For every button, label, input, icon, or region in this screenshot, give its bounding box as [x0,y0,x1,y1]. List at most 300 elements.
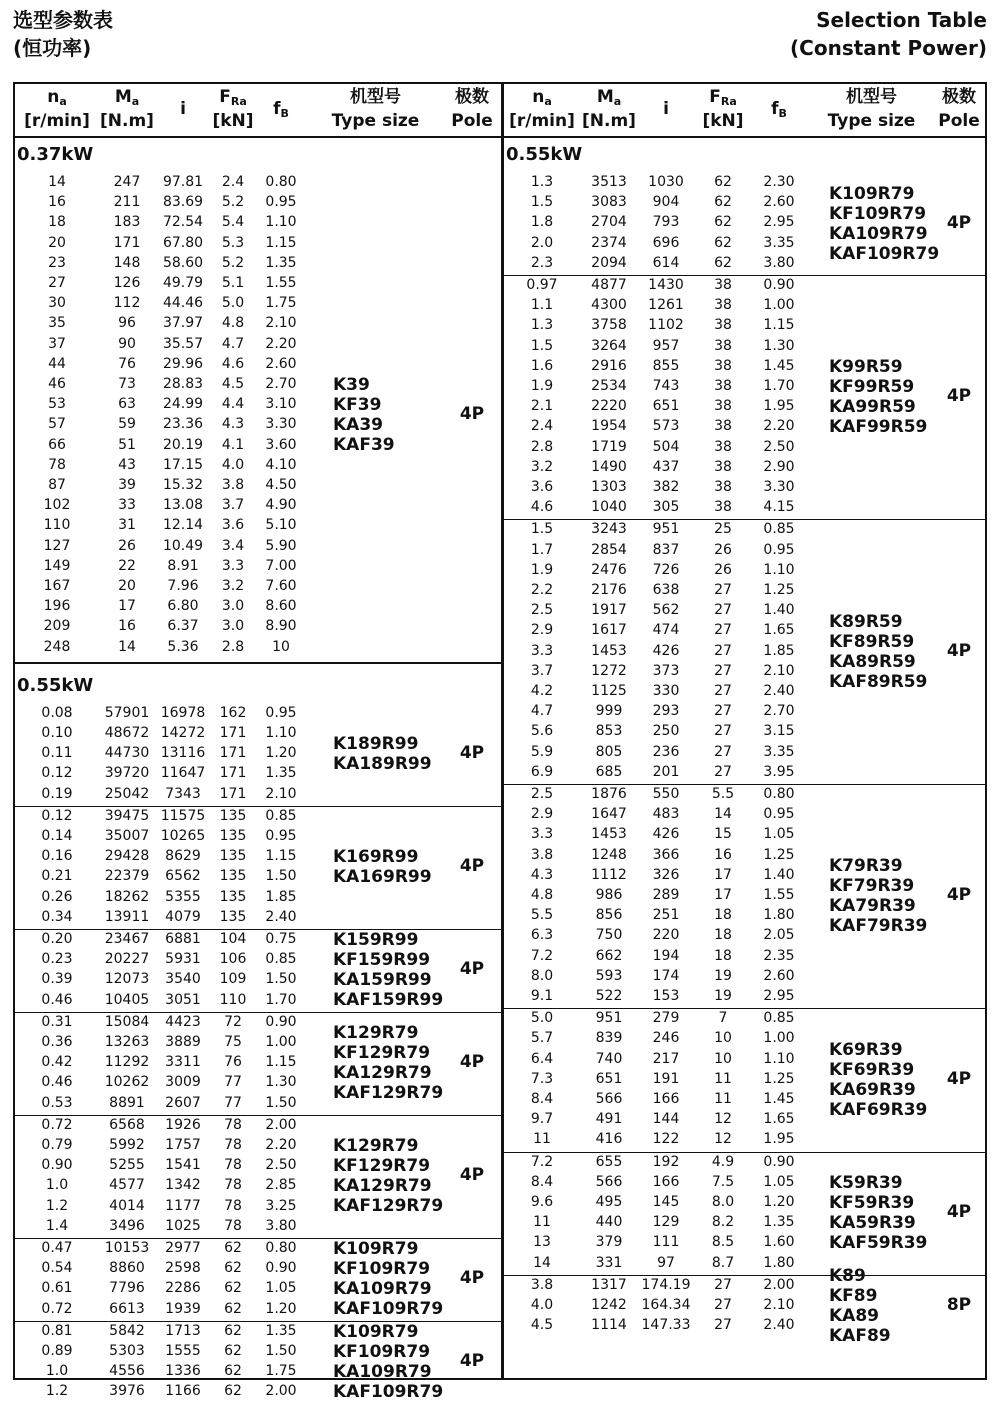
section-title: 0.37kW [17,144,94,165]
table-cell: 76 [118,355,136,372]
col-pole-cn: 极数 [942,87,976,107]
table-cell: 14272 [160,725,206,741]
table-cell: 30 [48,295,66,312]
table-cell: 7.2 [530,947,554,964]
table-cell: 6562 [165,868,201,885]
table-cell: 144 [652,1111,680,1128]
table-cell: 11 [714,1091,732,1107]
table-cell: 5.4 [221,214,245,231]
table-cell: 0.16 [41,848,73,865]
type-size: KA39 [333,415,383,436]
table-cell: 2.70 [265,376,297,392]
table-cell: 135 [219,888,247,905]
table-cell: 1541 [165,1157,201,1174]
table-cell: 2598 [165,1260,201,1277]
table-cell: 62 [714,234,732,251]
pole-value: 4P [459,856,485,877]
table-cell: 2.40 [265,908,297,925]
table-cell: 11292 [104,1054,150,1071]
col-type-header [328,84,423,136]
table-cell: 37 [48,335,66,352]
type-size: KA159R99 [333,970,432,991]
table-cell: 2.50 [763,438,795,455]
table-cell: 10 [272,638,290,655]
table-cell: 7 [718,1010,728,1027]
type-size: K169R99 [333,847,419,868]
table-cell: 27 [714,582,732,598]
table-cell: 1.9 [530,378,554,394]
table-cell: 1876 [591,786,627,802]
table-cell: 78 [48,456,66,473]
table-cell: 550 [652,786,680,802]
table-cell: 1.65 [763,622,795,639]
table-cell: 3.80 [763,254,795,271]
type-size: KA109R79 [333,1279,432,1300]
table-cell: 12 [714,1131,732,1148]
table-cell: 62 [714,194,732,211]
table-cell: 16 [48,194,66,211]
table-cell: 743 [652,378,680,394]
table-cell: 171 [219,725,247,741]
table-cell: 2094 [591,254,627,271]
table-cell: 856 [595,907,623,924]
table-cell: 18 [714,927,732,944]
table-cell: 174 [652,967,680,984]
table-cell: 1.15 [265,848,297,865]
pole-value: 4P [459,1351,485,1372]
table-cell: 3.80 [265,1217,297,1234]
table-cell: 46 [48,376,66,392]
table-cell: 426 [652,826,680,843]
table-cell: 3.3 [221,557,245,574]
table-cell: 148 [113,254,141,271]
table-cell: 63 [118,396,136,413]
col-ma-symbol-text: M [114,87,132,107]
type-size: KAF89 [829,1326,891,1347]
table-cell: 7.60 [265,578,297,594]
table-cell: 62 [714,254,732,271]
table-cell: 0.90 [41,1157,73,1174]
table-cell: 1.6 [530,357,554,374]
table-cell: 35 [48,315,66,332]
table-cell: 2.95 [763,988,795,1004]
table-cell: 38 [714,357,732,374]
table-cell: 7.96 [167,578,199,594]
col-fra-unit: [kN] [212,111,254,131]
table-cell: 73 [118,376,136,392]
table-cell: 999 [595,703,623,720]
table-cell: 2.40 [763,683,795,699]
table-cell: 38 [714,337,732,354]
type-size: K129R79 [333,1136,419,1157]
table-cell: 5.10 [265,517,297,534]
table-cell: 0.46 [41,1074,73,1091]
table-cell: 17 [118,598,136,615]
table-cell: 8.90 [265,618,297,635]
table-cell: 201 [652,763,680,780]
table-cell: 5.5 [530,907,554,924]
table-cell: 38 [714,378,732,394]
type-size: KF159R99 [333,950,431,971]
table-cell: 1317 [591,1276,627,1293]
table-cell: 27 [48,275,66,291]
table-cell: 491 [595,1111,623,1128]
table-cell: 7343 [165,785,201,802]
table-cell: 5355 [165,888,201,905]
table-cell: 11 [714,1070,732,1087]
table-cell: 6568 [109,1116,145,1133]
table-cell: 62 [714,174,732,190]
table-cell: 28.83 [162,376,204,392]
table-cell: 0.95 [763,541,795,558]
type-size: K109R79 [829,183,915,204]
table-cell: 2.60 [763,967,795,984]
table-cell: 2977 [165,1240,201,1256]
table-cell: 1.10 [265,214,297,231]
table-cell: 217 [652,1050,680,1067]
table-cell: 166 [652,1091,680,1107]
table-cell: 236 [652,743,680,760]
type-size: K99R59 [829,357,903,378]
table-cell: 27 [714,743,732,760]
type-size: KA109R79 [829,223,928,244]
table-cell: 1917 [591,602,627,619]
type-size: KA109R79 [333,1362,432,1383]
header-left [13,6,113,62]
table-cell: 1.10 [763,1050,795,1067]
table-cell: 4.7 [221,335,245,352]
table-cell: 66 [48,436,66,453]
table-cell: 3.6 [530,479,554,495]
table-cell: 2.8 [530,438,554,455]
type-size: KAF109R79 [333,1382,444,1402]
table-cell: 373 [652,662,680,679]
table-cell: 9.6 [530,1194,554,1210]
table-cell: 1.25 [763,846,795,863]
type-size: K129R79 [333,1023,419,1044]
table-cell: 0.12 [41,807,73,824]
table-cell: 1.20 [763,1194,795,1210]
table-cell: 250 [652,723,680,740]
table-cell: 1.85 [265,888,297,905]
table-cell: 110 [219,991,247,1008]
table-cell: 1.05 [763,1173,795,1190]
type-size: KA189R99 [333,754,432,775]
table-cell: 62 [224,1383,242,1400]
col-ma-unit: [N.m] [100,111,154,131]
table-cell: 726 [652,561,680,578]
table-cell: 3.4 [221,537,245,554]
table-cell: 0.89 [41,1343,73,1359]
table-cell: 147.33 [641,1317,691,1334]
table-cell: 0.47 [41,1240,73,1256]
table-cell: 1617 [591,622,627,639]
table-cell: 1430 [648,277,684,293]
table-cell: 1.15 [763,317,795,334]
table-cell: 96 [118,315,136,332]
type-size: KAF79R39 [829,916,928,937]
table-cell: 0.21 [41,868,73,885]
table-cell: 2.0 [530,234,554,251]
table-cell: 4.0 [530,1297,554,1313]
table-cell: 2607 [165,1094,201,1111]
type-size: KA169R99 [333,867,432,888]
table-cell: 1303 [591,479,627,495]
type-size: KAF89R59 [829,671,928,692]
table-cell: 191 [652,1070,680,1087]
table-cell: 3.8 [221,477,245,493]
table-cell: 1.35 [265,1322,297,1339]
pole-value: 4P [459,404,485,425]
table-cell: 11575 [160,807,206,824]
type-size: KF89 [829,1286,878,1307]
table-cell: 5.1 [221,275,245,291]
table-cell: 1939 [165,1300,201,1317]
table-cell: 0.72 [41,1300,73,1317]
table-cell: 112 [113,295,141,312]
table-cell: 1.50 [265,971,297,988]
table-cell: 97.81 [162,174,204,190]
col-na-symbol [17,86,97,113]
table-cell: 62 [224,1343,242,1359]
table-cell: 2.90 [763,458,795,475]
table-cell: 1125 [591,683,627,699]
table-cell: 2.95 [763,214,795,231]
table-cell: 10153 [104,1240,150,1256]
table-cell: 5992 [109,1137,145,1153]
table-cell: 0.95 [265,828,297,844]
table-cell: 13911 [104,908,150,925]
col-fb-header [739,84,819,136]
table-cell: 1114 [591,1317,627,1334]
table-cell: 122 [652,1131,680,1148]
type-size: KF39 [333,395,382,416]
table-cell: 23.36 [162,416,204,433]
table-cell: 1.20 [265,1300,297,1317]
table-cell: 0.80 [763,786,795,802]
table-cell: 1.70 [265,991,297,1008]
table-cell: 1.3 [530,174,554,190]
table-cell: 19 [714,967,732,984]
table-cell: 2.4 [221,174,245,190]
table-cell: 2.00 [763,1276,795,1293]
table-cell: 27 [714,683,732,699]
table-cell: 12073 [104,971,150,988]
table-cell: 3.8 [530,846,554,863]
type-size: KF129R79 [333,1043,431,1064]
col-na-subscript: a [544,95,552,108]
table-cell: 0.20 [41,931,73,947]
table-cell: 4877 [591,277,627,293]
table-cell: 1.50 [265,868,297,885]
table-cell: 57 [48,416,66,433]
table-cell: 1.00 [763,297,795,314]
table-cell: 2.8 [221,638,245,655]
table-cell: 3.25 [265,1197,297,1214]
table-cell: 16 [118,618,136,635]
table-cell: 3264 [591,337,627,354]
type-size: KAF129R79 [333,1083,444,1104]
table-cell: 4014 [109,1197,145,1214]
col-fra-unit: [kN] [702,111,744,131]
table-cell: 10265 [160,828,206,844]
table-cell: 3540 [165,971,201,988]
table-cell: 0.95 [265,704,297,721]
table-cell: 247 [113,174,141,190]
table-cell: 171 [219,765,247,782]
table-cell: 2.3 [530,254,554,271]
table-cell: 1.20 [265,745,297,762]
table-cell: 3009 [165,1074,201,1091]
table-cell: 2.05 [763,927,795,944]
table-cell: 289 [652,887,680,903]
table-cell: 8.2 [711,1214,735,1231]
table-cell: 126 [113,275,141,291]
table-cell: 27 [714,1276,732,1293]
table-cell: 39475 [104,807,150,824]
table-cell: 3.60 [265,436,297,453]
table-cell: 78 [224,1217,242,1234]
table-cell: 2.00 [265,1116,297,1133]
table-cell: 12.14 [162,517,204,534]
type-size: KAF69R39 [829,1099,928,1120]
table-cell: 2.60 [265,355,297,372]
table-cell: 62 [224,1280,242,1297]
type-size: KA89 [829,1306,879,1327]
table-cell: 83.69 [162,194,204,211]
table-cell: 437 [652,458,680,475]
table-cell: 305 [652,499,680,516]
table-cell: 1.30 [265,1074,297,1091]
table-cell: 685 [595,763,623,780]
table-cell: 3.3 [530,826,554,843]
table-cell: 1.65 [763,1111,795,1128]
table-cell: 0.23 [41,951,73,968]
table-cell: 4.3 [221,416,245,433]
type-size: KF69R39 [829,1059,915,1080]
title-en: Selection Table [816,8,987,32]
table-cell: 5.7 [530,1030,554,1047]
table-cell: 1490 [591,458,627,475]
table-cell: 566 [595,1173,623,1190]
table-cell: 5.5 [711,786,735,802]
table-cell: 4.1 [221,436,245,453]
table-cell: 12 [714,1111,732,1128]
table-cell: 23 [48,254,66,271]
table-cell: 0.46 [41,991,73,1008]
table-cell: 10 [714,1030,732,1047]
table-cell: 6613 [109,1300,145,1317]
type-size: KA89R59 [829,651,916,672]
table-cell: 1166 [165,1383,201,1400]
table-cell: 0.85 [265,951,297,968]
table-cell: 4.4 [221,396,245,413]
table-cell: 37.97 [162,315,204,332]
table-cell: 1.5 [530,337,554,354]
table-cell: 6881 [165,931,201,947]
table-cell: 3051 [165,991,201,1008]
col-fra-symbol-text: F [709,87,721,107]
pole-value: 4P [459,1268,485,1289]
table-cell: 3.6 [221,517,245,534]
table-cell: 951 [652,521,680,538]
section-divider [15,662,501,664]
table-cell: 0.79 [41,1137,73,1153]
table-cell: 109 [219,971,247,988]
table-cell: 5.90 [265,537,297,554]
table-cell: 33 [118,497,136,514]
table-cell: 75 [224,1034,242,1050]
table-cell: 3889 [165,1034,201,1050]
table-cell: 2286 [165,1280,201,1297]
table-cell: 4.7 [530,703,554,720]
col-fra-subscript: Ra [720,95,737,108]
table-cell: 194 [652,947,680,964]
table-cell: 293 [652,703,680,720]
table-cell: 1261 [648,297,684,314]
table-cell: 35007 [104,828,150,844]
table-cell: 127 [43,537,71,554]
table-cell: 62 [224,1300,242,1317]
type-size: K89R59 [829,611,903,632]
table-cell: 750 [595,927,623,944]
table-cell: 38 [714,458,732,475]
table-cell: 3083 [591,194,627,211]
column-header-row [504,84,985,138]
table-cell: 562 [652,602,680,619]
table-cell: 1.55 [763,887,795,903]
table-cell: 4.8 [221,315,245,332]
table-cell: 4423 [165,1013,201,1030]
table-cell: 2.30 [763,174,795,190]
table-cell: 2374 [591,234,627,251]
table-cell: 6.9 [530,763,554,780]
table-cell: 7.5 [711,1173,735,1190]
table-cell: 135 [219,828,247,844]
table-cell: 1.00 [763,1030,795,1047]
table-cell: 0.90 [265,1260,297,1277]
table-cell: 57901 [104,704,150,721]
table-cell: 2.10 [265,315,297,332]
table-cell: 474 [652,622,680,639]
type-size: KF109R79 [333,1342,431,1363]
col-ma-subscript: a [131,95,140,108]
table-cell: 1453 [591,826,627,843]
table-cell: 3.15 [763,723,795,740]
table-cell: 8.5 [711,1234,735,1251]
table-cell: 87 [48,477,66,493]
table-cell: 44.46 [162,295,204,312]
table-cell: 4.15 [763,499,795,516]
table-cell: 248 [43,638,71,655]
table-cell: 62 [714,214,732,231]
table-cell: 196 [43,598,71,615]
type-size: K89 [829,1266,866,1287]
table-cell: 5.0 [221,295,245,312]
table-cell: 8.60 [265,598,297,615]
table-cell: 566 [595,1091,623,1107]
table-cell: 0.61 [41,1280,73,1297]
table-cell: 855 [652,357,680,374]
table-cell: 31 [118,517,136,534]
table-cell: 3.30 [265,416,297,433]
table-cell: 1.60 [763,1234,795,1251]
type-size: KAF159R99 [333,990,444,1011]
type-size: K39 [333,375,370,396]
table-cell: 1555 [165,1343,201,1359]
table-cell: 1647 [591,806,627,823]
table-cell: 2.10 [265,785,297,802]
